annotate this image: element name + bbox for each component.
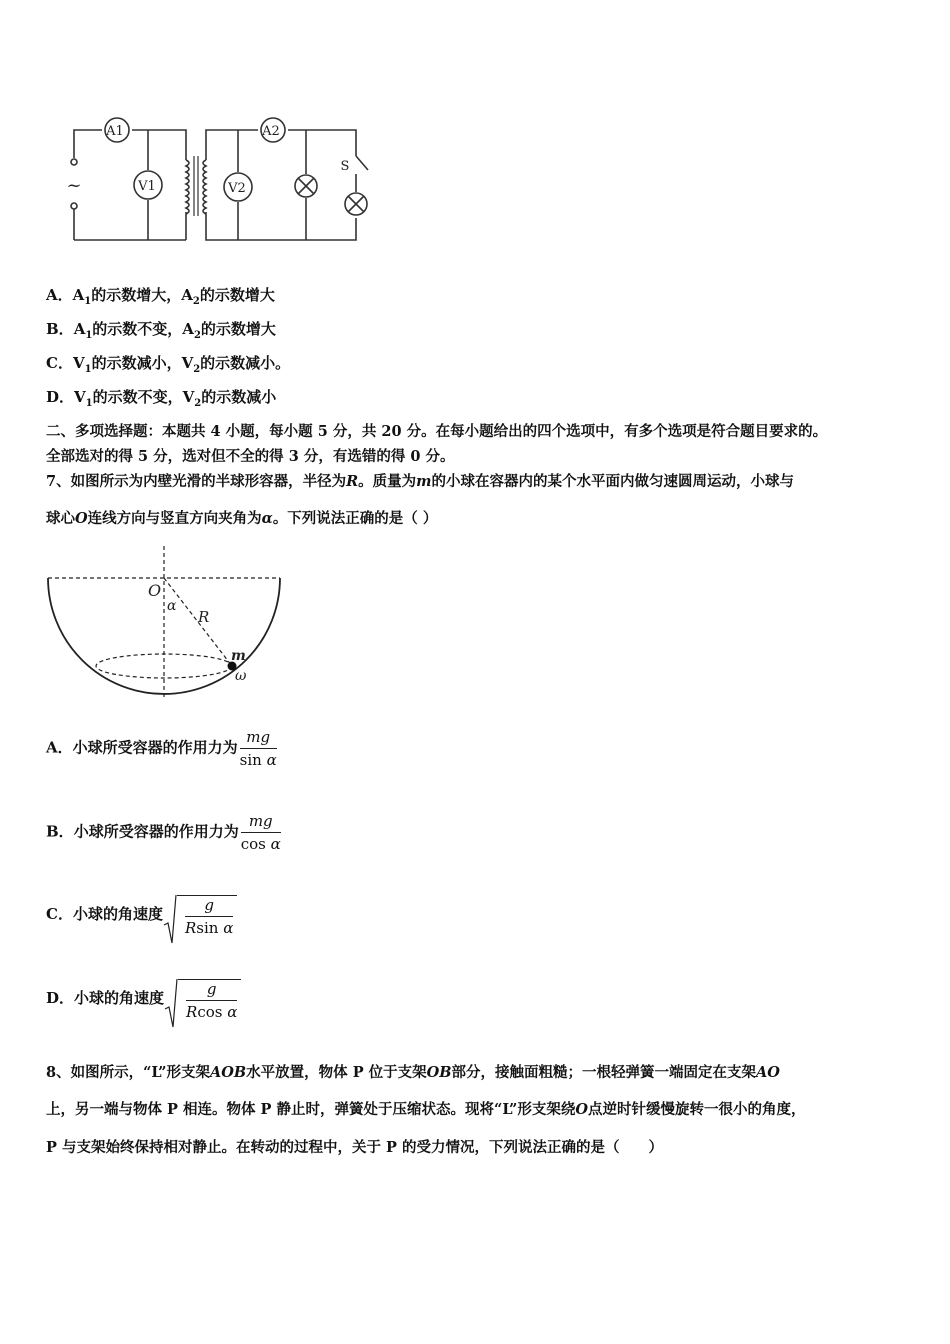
voltmeter-v1-label: V1	[138, 179, 156, 194]
q6-option-c: C．$V_1$的示数减小，$V_2$的示数减小。	[46, 354, 291, 375]
fraction-mg-over-cos: $\frac{mg}{\text{cos α}}$	[240, 812, 281, 853]
q8-stem-line3: P 与支架始终保持相对静止。在转动的过程中，关于 P 的受力情况，下列说法正确的是（ ）	[46, 1139, 663, 1156]
q7-stem-line1: 7、如图所示为内壁光滑的半球形容器，半径为R。质量为m的小球在容器内的某个水平面内做匀速圆周运动，小球与	[46, 473, 794, 490]
ammeter-a1-label: A1	[106, 124, 124, 139]
fig-label-r: R	[198, 608, 210, 626]
fraction-mg-over-sin: $\frac{mg}{\text{sin α}}$	[239, 728, 277, 769]
q7-option-b: B．小球所受容器的作用力为 $\frac{mg}{\text{cos α}}$	[46, 812, 281, 853]
fig-label-o: O	[148, 581, 162, 600]
fig-label-m: m	[231, 648, 246, 664]
q6-option-d: D．$V_1$的示数不变，$V_2$的示数减小	[46, 388, 277, 409]
q7-option-a: A．小球所受容器的作用力为 $\frac{mg}{\text{sin α}}$	[46, 728, 277, 769]
fig-label-alpha: α	[167, 598, 177, 614]
transformer-circuit-diagram	[60, 112, 380, 252]
q8-stem-line1: 8、如图所示，“L”形支架AOB水平放置，物体 P 位于支架OB部分，接触面粗糙；一根轻弹簧一端固定在支架AO	[46, 1064, 780, 1081]
q7-option-d: D．小球的角速度 $\frac{g}{\text{Rcos α}}$	[46, 977, 241, 1021]
q7-stem-line2: 球心O连线方向与竖直方向夹角为α。下列说法正确的是（ ）	[46, 510, 438, 527]
section2-heading-line2: 全部选对的得 5 分，选对但不全的得 3 分，有选错的得 0 分。	[46, 448, 455, 465]
sqrt-g-over-rcos: $\frac{g}{\text{Rcos α}}$	[164, 977, 241, 1021]
q8-stem-line2: 上，另一端与物体 P 相连。物体 P 静止时，弹簧处于压缩状态。现将“L”形支架绕O点逆时针缓慢旋转一很小的角度，	[46, 1101, 806, 1118]
fig-label-omega: ω	[235, 668, 247, 684]
section2-heading-line1: 二、多项选择题：本题共 4 小题，每小题 5 分，共 20 分。在每小题给出的四个选项中，有多个选项是符合题目要求的。	[46, 423, 828, 440]
q6-option-a: A．$A_1$的示数增大，$A_2$的示数增大	[46, 286, 275, 307]
ac-source-symbol: ~	[66, 175, 82, 196]
switch-s-label: S	[340, 159, 350, 174]
voltmeter-v2-label: V2	[228, 181, 246, 196]
q7-option-c: C．小球的角速度 $\frac{g}{\text{Rsin α}}$	[46, 893, 237, 937]
sqrt-g-over-rsin: $\frac{g}{\text{Rsin α}}$	[163, 893, 237, 937]
ammeter-a2-label: A2	[262, 124, 280, 139]
q6-option-b: B．$A_1$的示数不变，$A_2$的示数增大	[46, 320, 276, 341]
hemisphere-figure	[40, 540, 290, 705]
